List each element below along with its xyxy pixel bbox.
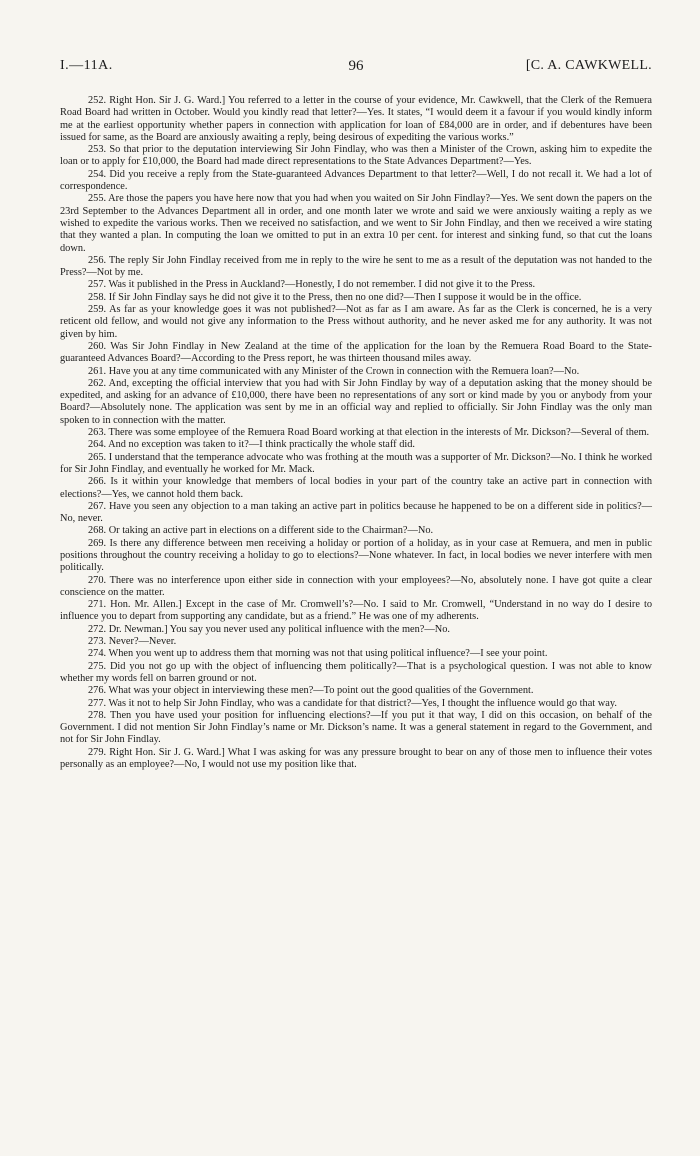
paragraph: 257. Was it published in the Press in Auckland?—Honestly, I do not remember. I did not give it to the Press. bbox=[88, 279, 536, 291]
paragraph: 279. Right Hon. Sir J. G. Ward.] What I was asking for was any pressure brought to bear on any of those men to influence their votes personally as an employee?—No, I would not use my position like that. bbox=[60, 746, 652, 771]
paragraph: 274. When you went up to address them that morning was not that using political influence?—I see your point. bbox=[88, 648, 548, 660]
paragraph: 273. Never?—Never. bbox=[88, 636, 177, 648]
paragraph: 256. The reply Sir John Findlay received from me in reply to the wire he sent to me as a result of the deputation was not handed to the Press?—Not by me. bbox=[60, 254, 652, 279]
paragraph: 252. Right Hon. Sir J. G. Ward.] You referred to a letter in the course of your evidence, Mr. Cawkwell, that the Clerk of the Remuera Road Board had written in October. Would you kindly read that letter?—Yes. It states, “I would deem it a favour if you would kindly inform me at the earliest opportunity whether papers in connection with application for loan of £84,000 are in order, and if debentures have been issued for same, as the Board are anxiously awaiting a reply, being desirous of expediting the various works.” bbox=[60, 95, 652, 143]
paragraph: 272. Dr. Newman.] You say you never used any political influence with the men?—No. bbox=[88, 623, 450, 635]
paragraph: 266. Is it within your knowledge that members of local bodies in your part of the country take an active part in connection with elections?—Yes, we cannot hold them back. bbox=[60, 476, 652, 500]
paragraph: 260. Was Sir John Findlay in New Zealand at the time of the application for the loan by the Remuera Road Board to the State-guaranteed Advances Board?—According to the Press report, he was thirteen thousand miles away. bbox=[60, 340, 652, 365]
paragraph: 268. Or taking an active part in elections on a different side to the Chairman?—No. bbox=[88, 525, 434, 537]
witness-name: [C. A. CAWKWELL. bbox=[525, 58, 652, 73]
paragraph: 275. Did you not go up with the object of influencing them politically?—That is a psychological question. I was not able to know whether my words fell on barren ground or not. bbox=[60, 660, 652, 684]
paragraph: 262. And, excepting the official interview that you had with Sir John Findlay by way of a deputation asking that the money should be expedited, and asking for an advance of £10,000, there have been no representations of any sort or kind made by you or anybody from your Board?—Absolutely none. The application was sent by me in an official way and replied to officially. Sir John Findlay was the only man spoken to in connection with the matter. bbox=[60, 377, 652, 426]
paragraph: 270. There was no interference upon either side in connection with your employees?—No, absolutely none. I have got quite a clear conscience on the matter. bbox=[60, 574, 652, 598]
page-header bbox=[60, 56, 652, 76]
paragraph: 258. If Sir John Findlay says he did not give it to the Press, then no one did?—Then I suppose it would be in the office. bbox=[88, 291, 582, 303]
evidence-text bbox=[60, 95, 652, 771]
paragraph: 278. Then you have used your position for influencing elections?—If you put it that way, I did on this occasion, on behalf of the Government. I did not mention Sir John Findlay’s name or Mr. Dickson’s name. It was a general statement in regard to the Government, and not for Sir John Findlay. bbox=[60, 709, 652, 746]
paragraph: 269. Is there any difference between men receiving a holiday or portion of a holiday, as in your case at Remuera, and men in public positions throughout the country receiving a holiday to go to elections?—None whatever. In fact, in local bodies we never interfere with men politically. bbox=[60, 537, 652, 574]
paper-reference: I.—11A. bbox=[60, 58, 113, 73]
paragraph: 267. Have you seen any objection to a man taking an active part in politics because he happened to be on a different side in politics?—No, never. bbox=[60, 500, 652, 525]
paragraph: 253. So that prior to the deputation interviewing Sir John Findlay, who was then a Minister of the Crown, asking him to expedite the loan or to apply for £10,000, the Board had made direct representations to the State Advances Department?—Yes. bbox=[60, 144, 652, 168]
page-number: 96 bbox=[348, 58, 364, 74]
paragraph: 276. What was your object in interviewing these men?—To point out the good qualities of the Government. bbox=[88, 685, 534, 697]
paragraph: 259. As far as your knowledge goes it was not published?—Not as far as I am aware. As far as the Clerk is concerned, he is a very reticent old fellow, and would not give any information to the Press without authority, and he never asked me for any authority. It was not given by him. bbox=[60, 304, 652, 340]
paragraph: 255. Are those the papers you have here now that you had when you waited on Sir John Findlay?—Yes. We sent down the papers on the 23rd September to the Advances Department all in order, and one month later we wrote and said we were anxiously waiting a reply as we wished to expedite the various works. Then we received no satisfaction, and we went to Sir John Findlay, and then we received a wire stating that they wanted a plan. In computing the loan we omitted to put in an extra 10 per cent. for interest and sinking fund, so that cut the loans down. bbox=[60, 193, 652, 254]
paragraph: 264. And no exception was taken to it?—I think practically the whole staff did. bbox=[88, 439, 415, 451]
paragraph: 254. Did you receive a reply from the State-guaranteed Advances Department to that letter?—Well, I do not recall it. We had a lot of correspondence. bbox=[60, 168, 652, 193]
paragraph: 261. Have you at any time communicated with any Minister of the Crown in connection with the Remuera loan?—No. bbox=[88, 365, 580, 377]
paragraph: 277. Was it not to help Sir John Findlay, who was a candidate for that district?—Yes, I thought the influence would go that way. bbox=[88, 697, 617, 709]
paragraph: 263. There was some employee of the Remuera Road Board working at that election in the interests of Mr. Dickson?—Several of them. bbox=[88, 427, 650, 439]
paragraph: 271. Hon. Mr. Allen.] Except in the case of Mr. Cromwell’s?—No. I said to Mr. Cromwell, “Understand in no way do I desire to influence you to depart from supporting any candidate, but as a friend.” He was one of my adherents. bbox=[60, 599, 652, 623]
paragraph: 265. I understand that the temperance advocate who was frothing at the mouth was a supporter of Mr. Dickson?—No. I think he worked for Sir John Findlay, and eventually he worked for Mr. Mack. bbox=[60, 451, 652, 475]
